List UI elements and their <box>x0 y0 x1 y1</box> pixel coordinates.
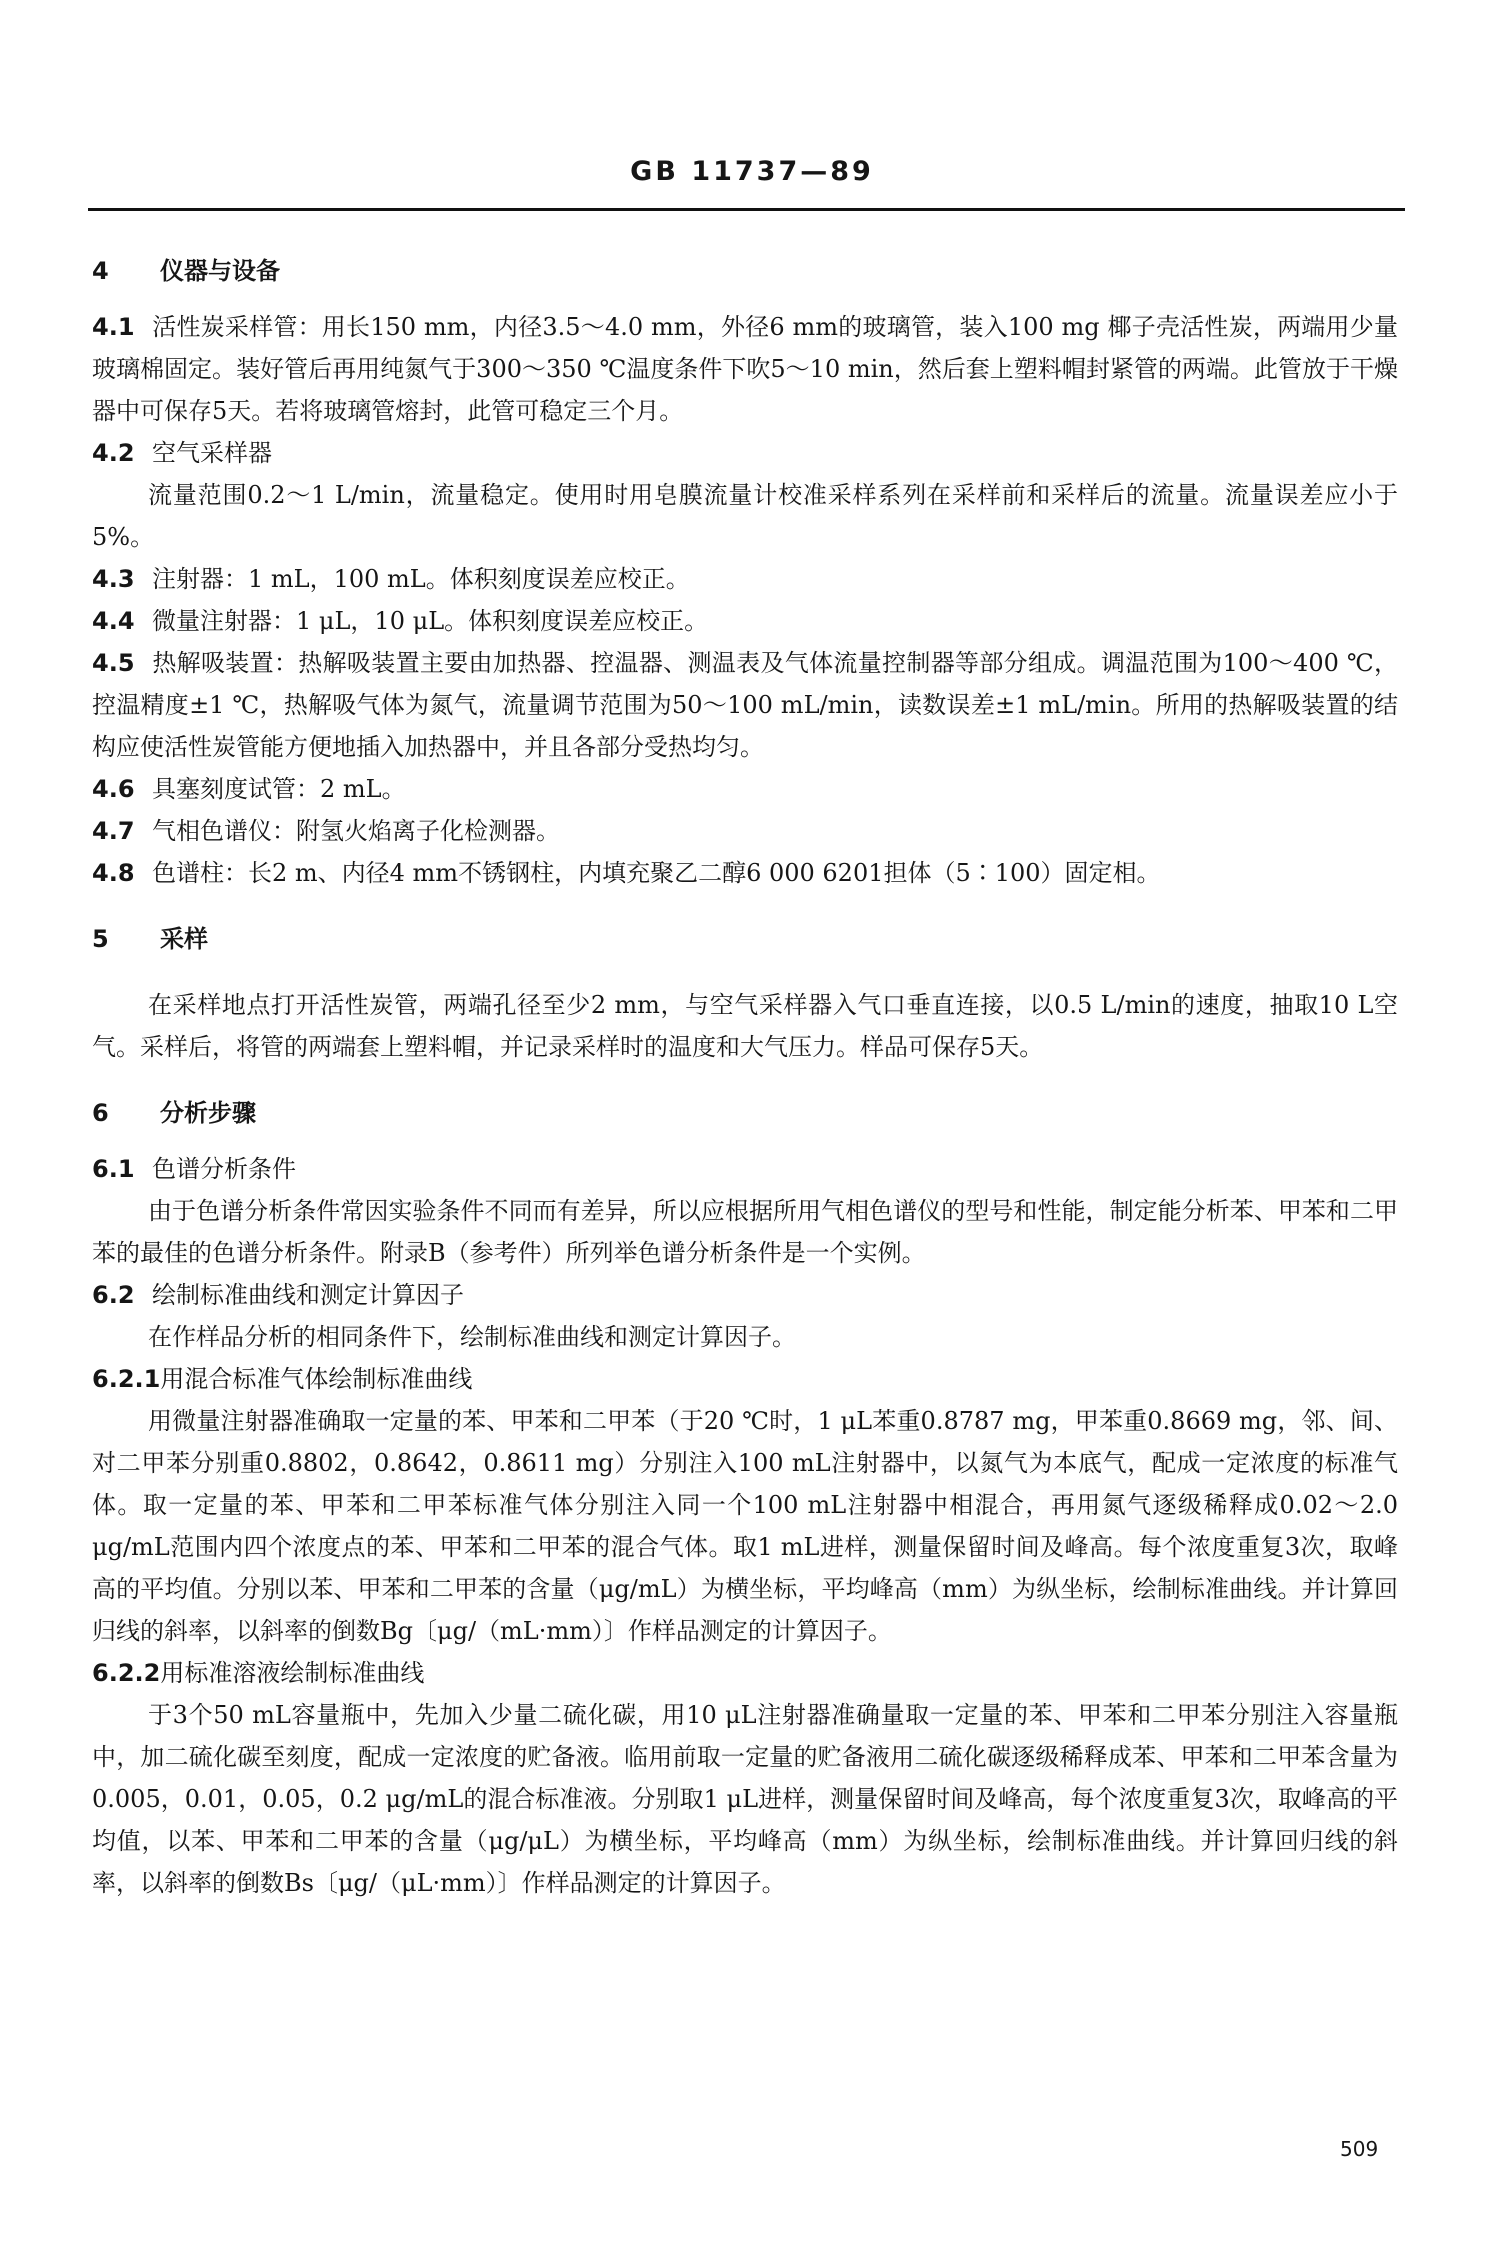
clause-text: 气相色谱仪：附氢火焰离子化检测器。 <box>152 817 560 845</box>
clause-number: 4.4 <box>92 607 135 635</box>
clause-text: 注射器：1 mL，100 mL。体积刻度误差应校正。 <box>152 565 690 593</box>
clause-title: 色谱分析条件 <box>152 1155 296 1183</box>
clause-number: 4.1 <box>92 313 135 341</box>
section-title: 采样 <box>160 925 208 953</box>
clause-number: 4.8 <box>92 859 135 887</box>
clause-6-2-2-text: 于3个50 mL容量瓶中，先加入少量二硫化碳，用10 μL注射器准确量取一定量的苯、甲苯和二甲苯分别注入容量瓶中，加二硫化碳至刻度，配成一定浓度的贮备液。临用前取一定量的贮备液用二硫化碳逐级稀释成苯、甲苯和二甲苯含量为0.005，0.01，0.05，0.2 μg/mL的混合标准液。分别取1 μL进样，测量保留时间及峰高，每个浓度重复3次，取峰高的平均值，以苯、甲苯和二甲苯的含量（μg/μL）为横坐标，平均峰高（mm）为纵坐标，绘制标准曲线。并计算回归线的斜率，以斜率的倒数Bs〔μg/（μL·mm）〕作样品测定的计算因子。 <box>92 1701 1398 1897</box>
clause-4-3 <box>92 558 1398 600</box>
clause-text: 色谱柱：长2 m、内径4 mm不锈钢柱，内填充聚乙二醇6 000 6201担体（5∶100）固定相。 <box>152 859 1161 887</box>
standard-header: GB 11737—89 <box>630 156 874 187</box>
clause-6-2-heading <box>92 1274 1398 1316</box>
page-number: 509 <box>1340 2137 1379 2161</box>
clause-text: 热解吸装置：热解吸装置主要由加热器、控温器、测温表及气体流量控制器等部分组成。调温范围为100～400 ℃，控温精度±1 ℃，热解吸气体为氮气，流量调节范围为50～100 mL/min，读数误差±1 mL/min。所用的热解吸装置的结构应使活性炭管能方便地插入加热器中，并且各部分受热均匀。 <box>92 649 1398 761</box>
clause-title: 空气采样器 <box>152 439 272 467</box>
clause-4-8 <box>92 852 1398 894</box>
clause-title: 用混合标准气体绘制标准曲线 <box>160 1365 473 1393</box>
clause-4-6 <box>92 768 1398 810</box>
clause-6-2-text: 在作样品分析的相同条件下，绘制标准曲线和测定计算因子。 <box>148 1323 796 1351</box>
section-4-heading <box>92 250 1398 292</box>
section-5-text: 在采样地点打开活性炭管，两端孔径至少2 mm，与空气采样器入气口垂直连接，以0.5 L/min的速度，抽取10 L空气。采样后，将管的两端套上塑料帽，并记录采样时的温度和大气压力。样品可保存5天。 <box>92 991 1398 1061</box>
clause-number: 4.6 <box>92 775 135 803</box>
clause-text: 具塞刻度试管：2 mL。 <box>152 775 406 803</box>
clause-4-1 <box>92 306 1398 432</box>
section-number: 4 <box>92 257 109 285</box>
clause-6-2-1-text: 用微量注射器准确取一定量的苯、甲苯和二甲苯（于20 ℃时，1 μL苯重0.8787 mg，甲苯重0.8669 mg，邻、间、对二甲苯分别重0.8802，0.8642，0.8611 mg）分别注入100 mL注射器中，以氮气为本底气，配成一定浓度的标准气体。取一定量的苯、甲苯和二甲苯标准气体分别注入同一个100 mL注射器中相混合，再用氮气逐级稀释成0.02～2.0 μg/mL范围内四个浓度点的苯、甲苯和二甲苯的混合气体。取1 mL进样，测量保留时间及峰高。每个浓度重复3次，取峰高的平均值。分别以苯、甲苯和二甲苯的含量（μg/mL）为横坐标，平均峰高（mm）为纵坐标，绘制标准曲线。并计算回归线的斜率，以斜率的倒数Bg〔μg/（mL·mm）〕作样品测定的计算因子。 <box>92 1407 1398 1645</box>
clause-6-2-1-heading <box>92 1358 1398 1400</box>
clause-number: 4.2 <box>92 439 135 467</box>
clause-4-4 <box>92 600 1398 642</box>
clause-number: 4.3 <box>92 565 135 593</box>
clause-4-7 <box>92 810 1398 852</box>
section-title: 分析步骤 <box>160 1099 256 1127</box>
clause-title: 绘制标准曲线和测定计算因子 <box>152 1281 464 1309</box>
section-number: 5 <box>92 925 109 953</box>
clause-number: 6.2.1 <box>92 1365 161 1393</box>
section-title: 仪器与设备 <box>160 257 280 285</box>
clause-number: 4.7 <box>92 817 135 845</box>
clause-6-1-heading <box>92 1148 1398 1190</box>
section-5-heading <box>92 918 1398 960</box>
clause-title: 用标准溶液绘制标准曲线 <box>160 1659 425 1687</box>
clause-text: 微量注射器：1 μL，10 μL。体积刻度误差应校正。 <box>152 607 709 635</box>
clause-4-5 <box>92 642 1398 768</box>
clause-6-2-2-heading <box>92 1652 1398 1694</box>
clause-number: 4.5 <box>92 649 135 677</box>
clause-4-2-text: 流量范围0.2～1 L/min，流量稳定。使用时用皂膜流量计校准采样系列在采样前和采样后的流量。流量误差应小于5%。 <box>92 481 1398 551</box>
clause-number: 6.2 <box>92 1281 135 1309</box>
clause-number: 6.1 <box>92 1155 135 1183</box>
section-number: 6 <box>92 1099 109 1127</box>
clause-number: 6.2.2 <box>92 1659 161 1687</box>
clause-4-2-heading <box>92 432 1398 474</box>
document-body <box>92 250 1398 1904</box>
header-rule <box>88 208 1405 211</box>
clause-6-1-text: 由于色谱分析条件常因实验条件不同而有差异，所以应根据所用气相色谱仪的型号和性能，制定能分析苯、甲苯和二甲苯的最佳的色谱分析条件。附录B（参考件）所列举色谱分析条件是一个实例。 <box>92 1197 1398 1267</box>
section-6-heading <box>92 1092 1398 1134</box>
clause-text: 活性炭采样管：用长150 mm，内径3.5～4.0 mm，外径6 mm的玻璃管，装入100 mg 椰子壳活性炭，两端用少量玻璃棉固定。装好管后再用纯氮气于300～350 ℃温度条件下吹5～10 min，然后套上塑料帽封紧管的两端。此管放于干燥器中可保存5天。若将玻璃管熔封，此管可稳定三个月。 <box>92 313 1398 425</box>
